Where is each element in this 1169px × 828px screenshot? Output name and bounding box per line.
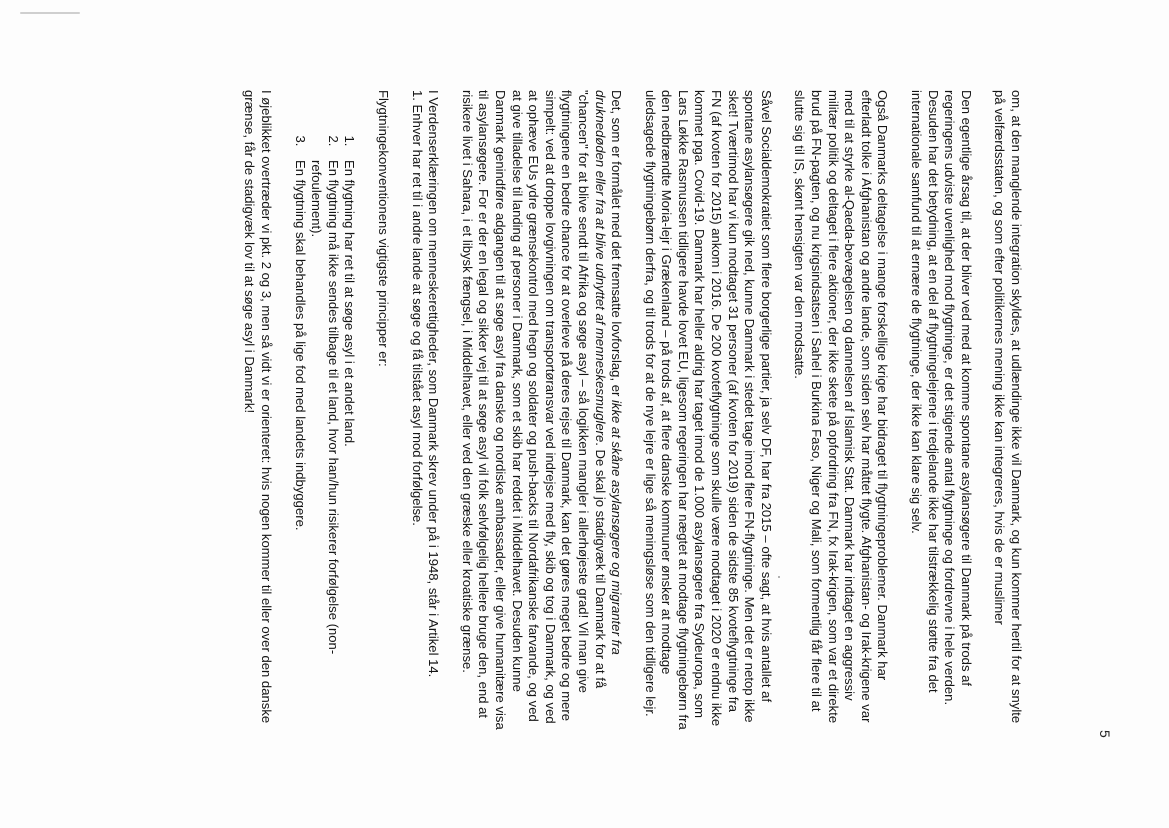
paragraph-human-rights: I Verdenserklæringen om menneskerettigheder, som Danmark skrev under på i 1948, står i Artikel 14. bbox=[426, 90, 442, 678]
paragraph-quota-refugees: Såvel Socialdemokratiet som flere borgerlige partier, ja selv DF, har fra 2015 – ofte sagt, at hvis antallet af spontane asylansøgere gik ned, kunne Danmark i stedet tage imod flere FN-flygtninge. Men det er netop ikke sket! Tværtimod har vi kun modtaget 31 personer (af kvoten for 2019) siden de sidste 85 kvoteflygtninge fra FN (af kvoten for 2015) ankom i 2016. De 200 kvoteflygtninge som skulle være modtaget i 2020 er endnu ikke kommet pga. Covid-19. Danmark har heller aldrig har taget imod de 1.000 asylansøgere fra Sydeuropa, som Lars Løkke Rasmussen tidligere havde lovet EU, ligesom regeringen har nægtet at modtage flygtningebørn fra den nedbrændte Moria-lejr i Grækenland – på trods af, at flere danske kommuner ønsker at modtage uledsagede flygtningebørn derfra, og til trods for at de nye lejre er lige så meningsløse som den tidligere lejr. bbox=[642, 90, 774, 730]
paragraph-article-14: 1. Enhver har ret til i andre lande at søge og få tilstået asyl mod forfølgelse. bbox=[409, 90, 425, 526]
list-item: 3. En flygtning skal behandles på lige fod med landets indbyggere. bbox=[291, 150, 308, 730]
page-number: 5 bbox=[1097, 730, 1113, 738]
paragraph-bill-purpose bbox=[458, 90, 624, 730]
paragraph-integration: om, at den manglende integration skyldes, at udlændinge ikke vil Danmark, og kun kommer hertil for at snylte på velfærdsstaten, og som efter politikernes mening ikke kan integreres, hvis de er muslimer bbox=[992, 90, 1024, 724]
scan-edge-mark bbox=[20, 12, 80, 14]
paragraph-wars: Også Danmarks deltagelse i mange forskellige krige har bidraget til flygtningeproblemer. Danmark har efterladt tolke i Afghanistan og andre lande, som siden selv har måttet flygte. Afghanistan- og Irak-krigene var med til at styrke al-Qaeda-bevægelsen og dannelsen af Islamisk Stat. Danmark har indtaget en aggressiv militær politik og deltaget i flere aktioner, der ikke skete på opfordring fra FN, fx Irak-krigen, som var et direkte brud på FN-pagten, og nu krigsindsatsen i Sahel i Burkina Faso, Niger og Mali, som formentlig får flere til at slutte sig til IS, skønt hensigten var den modsatte. bbox=[792, 90, 891, 724]
bill-text-rest: . De skal jo stadigvæk til Danmark for at få "chancen" for at blive sendt til Afrika og søge asyl – så logikken mangler i allerhøjeste grad! Vil man give flygtningene en bedre chance for at overleve på deres rejse til Danmark, kan det gøres meget bedre og mere simpelt: ved at droppe lovgivningen om transportøransvar ved indrejse med fly, skib og tog i Danmark, og ved at ophæve EUs ydre grænsekontrol med hegn og soldater og push-backs til Nordafrikanske farvande, og ved at give tilladelse til landing af personer i Danmark, som et skib har reddet i Middelhavet. Desuden kunne Danmark genindføre adgangen til at søge asyl fra danske og nordiske ambassader, eller give humanitære visa til asylansøgere. For er der en legal og sikker vej til at søge asyl vil folk selvfølgelig hellere bruge den, end at risikere livet i Sahara, i et libysk fængsel, i Middelhavet, eller ved den græske eller kroatiske grænse. bbox=[459, 90, 608, 730]
document-body bbox=[224, 90, 1024, 730]
paragraph-causes: Den egentlige årsag til, at der bliver ved med at komme spontane asylansøgere til Danmark på trods af regeringens udviste uvenlighed mod flygtninge, er det stigende antal flygtninge og fordrevne i hele verden. Desuden har det betydning, at en del af flygtningelejrene i tredjelande ikke har tilstrækkelig støtte fra det internationale samfund til at ernære de flygtninge, der ikke kan klare sig selv. bbox=[909, 90, 974, 706]
scan-speck bbox=[778, 576, 780, 578]
bill-text-start: Det, som er formålet med det fremsatte lovforslag, er bbox=[609, 90, 625, 400]
list-item: 1. En flygtning har ret til at søge asyl i et andet land. bbox=[341, 150, 358, 730]
principles-list bbox=[291, 90, 357, 730]
paragraph-convention-intro: Flygtningekonventionens vigtigste principper er: bbox=[376, 90, 391, 367]
list-item: 2. En flygtning må ikke sendes tilbage til et land, hvor han/hun risikerer forfølgelse (non-refoulement). bbox=[308, 150, 341, 730]
bill-text-emphasis: ikke at skåne asylansøgere og migranter fra druknedøden eller fra at blive udnyttet af menneskesmuglere bbox=[592, 90, 625, 655]
paragraph-final: I øjeblikket overtræder vi pkt. 2 og 3, men så vidt vi er orienteret: hvis nogen kommer til eller over den danske grænse, får de stadigvæk lov til at søge asyl i Danmark! bbox=[242, 90, 275, 724]
